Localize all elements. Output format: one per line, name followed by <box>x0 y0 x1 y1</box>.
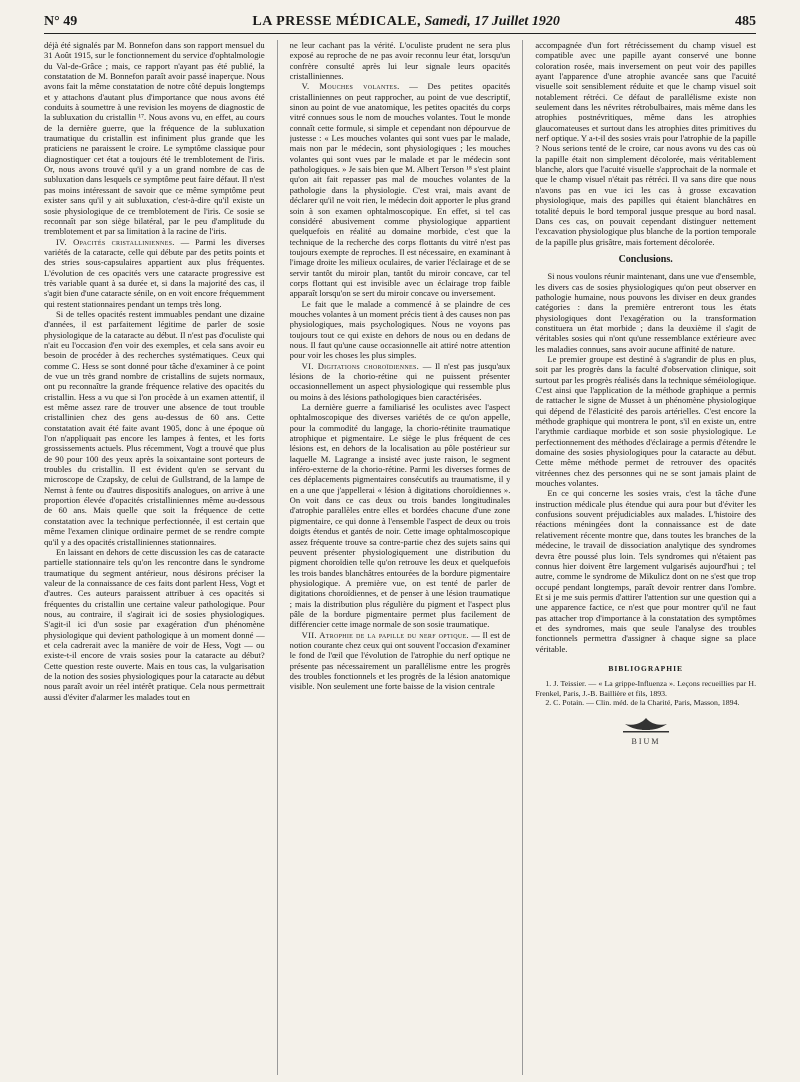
paragraph <box>290 81 511 298</box>
paragraph-text: — Il est de notion courante chez ceux qui ont souvent l'occasion d'examiner le fond de l'œil que l'évolution de l'atrophie du nerf optique ne présente pas nécessairement un parallélisme entre les progrès des troubles fonctionnels et les progrès de la lésion anatomique visible. Non seulement une forte baisse de la vision centrale <box>289 629 511 692</box>
tailpiece-text: BIUM <box>631 736 661 746</box>
issue-date: Samedi, 17 Juillet 1920 <box>424 14 560 29</box>
column-divider <box>277 40 278 1075</box>
column-3 <box>535 40 756 1075</box>
section-heading: VI. Digitations choroïdiennes. <box>301 360 420 371</box>
paragraph <box>44 237 265 309</box>
paragraph: accompagnée d'un fort rétrécissement du champ visuel est compatible avec une papille ayant conservé une bonne coloration rosée, mais inversement on peut voir des papilles ayant l'apparence d'une atrophie avancée sans que l'acuité visuelle soit sensiblement réduite et que le champ visuel soit notablement rétréci. Ce défaut de parallélisme existe non seulement dans les névrites rétrobulbaires, mais même dans les atrophies postnévritiques, même dans les atrophies glaucomateuses et surtout dans les atrophies dites primitives du nerf optique. Y a-t-il des sosies vrais pour l'atrophie de la papille ? Nous serions tenté de le croire, car nous avons vu des cas où la papille était non simplement décolorée, mais véritablement blanche, alors que l'acuité visuelle s'approchait de la normale et que le champ visuel n'était pas rétréci. Il va sans dire que nous n'avons pas en vue ici les cas à grosse excavation physiologique, mais des papilles qui étaient blanchâtres en totalité depuis le bord temporal jusque presque au bord nasal. Dans ces cas, on pouvait cependant distinguer nettement l'excavation physiologique plus blanche de la portion temporale de la papille plus grisâtre, mais fortement décolorée. <box>535 40 756 247</box>
section-heading: IV. Opacités cristalliniennes. <box>56 236 175 247</box>
paragraph: Si nous voulons réunir maintenant, dans une vue d'ensemble, les divers cas de sosies physiologiques qu'on peut observer en pathologie humaine, nous pouvons les diviser en deux grandes catégories : dans la première entreront tous les états physiologiques dont l'exagération ou la transformation constituera un état morbide ; dans la deuxième il s'agit de véritables sosies qui n'ont qu'une ressemblance extérieure avec les maladies connues, sans avoir aucune affinité de nature. <box>535 271 756 354</box>
paragraph: La dernière guerre a familiarisé les oculistes avec l'aspect ophtalmoscopique des diverses variétés de ce qu'on appelle, pour la commodité du langage, la chorio-rétinite traumatique atrophique et pigmentaire. Le siège le plus fréquent de ces lésions est, en dehors de la localisation au pôle postérieur sur laquelle M. Lagrange a insisté avec juste raison, le segment inféro-externe de la chorio-rétine. Parmi les diverses formes de ces déplacements pigmentaires consécutifs au traumatisme, il y en a une que j'appellerai « lésion à digitations choroïdiennes ». On voit dans ce cas deux ou trois bandes longitudinales d'atrophie parallèles entre elles et bordées chacune d'une zone pigmentaire, ce qui donne à l'ensemble l'aspect de deux ou trois doigts étendus et gantés de noir. Cette image ophtalmoscopique assez fréquente trouve sa contre-partie chez des sujets sains qui peuvent présenter physiologiquement une distribution du pigment choroïdien telle qu'on retrouve les deux et quelquefois les trois bandes blanchâtres entourées de la bordure pigmentaire physiologique. A première vue, on est tenté de parler de digitations choroïdiennes, et de penser à une lésion traumatique ; mais la distribution plus régulière du pigment et l'aspect plus pâle de la bordure pigmentaire permet plus facilement de différencier cette image normale de son sosie traumatique. <box>289 402 511 630</box>
paragraph <box>290 361 511 402</box>
paragraph-text: — Il n'est pas jusqu'aux lésions de la chorio-rétine qui ne puissent présenter occasionnellement un aspect physiologique qui ressemble plus ou moins à des lésions pathologiques bien caractérisées. <box>289 360 511 402</box>
section-heading: V. Mouches volantes. <box>301 81 400 92</box>
paragraph: Si de telles opacités restent immuables pendant une dizaine d'années, il est parfaitement légitime de parler de sosie physiologique de la cataracte au début. Il n'est pas d'oculiste qui n'ait eu l'occasion d'en voir des exemples, et cela sans avoir eu besoin de procéder à des recherches systématiques. Ceux qui comme C. Hess se sont donné pour tâche d'examiner à ce point de vue un très grand nombre de cristallins de sujets normaux, ont pu reconnaître la grande fréquence relative des opacités du cristallin. Hess a vu que si l'on procède à un examen attentif, il est même assez rare de trouver une absence de tout trouble cristallinien chez des gens au-dessus de 60 ans. Cette constatation avait été faite avant 1905, donc à une époque où l'on n'appliquait pas encore les lampes à fentes, et les forts grossissements actuels. Plus récemment, Vogt a trouvé que plus de 90 pour 100 des yeux après la soixantaine sont porteurs de troubles du cristallin. Il est évident qu'en se servant du microscope de Czapsky, de celui de Gullstrand, de la lampe de Nernst à fente ou d'autres dispositifs analogues, on arrive à une proportion élevée d'opacités cristalliniennes même au-dessous de 60 ans. Mais quelle que soit la fréquence de cette constatation avec la technique perfectionnée, il est certain que même l'examen clinique ordinaire permet de se rendre compte qu'il y a des opacités cristalliniennes stationnaires. <box>44 308 265 547</box>
paragraph-text: — Des petites opacités cristalliniennes on peut rapprocher, au point de vue descriptif, sinon au point de vue anatomique, les petites opacités du corps vitré connues sous le nom de mouches volantes. Tout le monde connaît cette formule, si simple et cependant non dépourvue de justesse : « Les mouches volantes qui sont vues par le malade, mais non par le médecin, sont physiologiques ; les mouches volantes qui sont vues par le malade et par le médecin sont pathologiques. » Je sais bien que M. Albert Terson ¹⁸ s'est plaint qu'on ait fait repasser pas mal de mouches volantes de la pathologie dans la physiologie. C'est vrai, mais avant de déclarer qu'il ne voit rien, le médecin doit apporter le plus grand soin à son examen ophtalmoscopique. En effet, si tel cas considéré abusivement comme physiologique appartient quelquefois en réalité au domaine morbide, c'est que la technique de la recherche des corps flottants du vitré n'est pas toujours exempte de reproches. Il est nécessaire, en examinant à l'image droite les milieux oculaires, de varier l'éclairage et de se servir tantôt du miroir plan, tantôt du miroir concave, car tel corps flottant qui est invisible avec un éclairage trop faible apparaît lorsqu'on se sert du miroir concave ou inversement. <box>289 81 511 299</box>
paragraph: Le premier groupe est destiné à s'agrandir de plus en plus, soit par les progrès dans la faculté d'observation clinique, soit surtout par les progrès réalisés dans la technique séméiologique. C'est ainsi que l'application de la méthode graphique a permis de rattacher le signe de Musset à un phénomène physiologique qui dépend de l'élasticité des parois artérielles. C'est encore la méthode graphique qui montrera le pont, s'il en existe un, entre l'arythmie cardiaque morbide et son sosie physiologique. Le perfectionnement des méthodes d'éclairage a permis d'étendre le domaine des sosies physiologiques pour la cataracte au début. Cette même méthode permet de retrouver des opacités vitréennes chez des personnes qui ne se sont jamais plaint de mouches volantes. <box>535 353 756 489</box>
column-1 <box>44 40 265 1075</box>
page-number: 485 <box>735 14 756 29</box>
bibliography-entry: 1. J. Teissier. — « La grippe-Influenza ». Leçons recueillies par H. Frenkel, Paris, J.-B. Baillière et fils, 1893. <box>535 679 756 698</box>
page-header <box>44 14 756 34</box>
paragraph: En laissant en dehors de cette discussion les cas de cataracte partielle stationnaire tels qu'on les rencontre dans le syndrome traumatique du segment antérieur, nous désirons préciser la valeur de la connaissance de ces faits dont parlent Hess, Vogt et d'autres. Ces auteurs paraissent attribuer à ces opacités si fréquentes du cristallin une certaine valeur pathologique. Pour nous, au contraire, il s'agirait ici de sosies physiologiques. S'agit-il ici d'un sosie par exagération d'un phénomène physiologique qui devient pathologique à un moment donné — et cela cadrerait avec la manière de voir de Hess, Vogt — ou existe-t-il encore de vrais sosies pour la cataracte au début? Cette question reste ouverte. Mais en tous cas, la vulgarisation de la notion des sosies physiologiques pour la cataracte au début nous paraît avoir un réel intérêt pratique. Cela nous permettrait aussi d'éviter d'alarmer les malades tout en <box>44 546 265 702</box>
column-2 <box>290 40 511 1075</box>
paragraph: En ce qui concerne les sosies vrais, c'est la tâche d'une instruction médicale plus étendue qui aura pour but d'éviter les confusions souvent préjudiciables aux malades. L'histoire des réactions méningées dont la connaissance est de date relativement récente montre que, dans toutes les branches de la médecine, le travail de dissociation analytique des syndromes devra être poussé plus loin. Tels syndromes qui n'étaient pas connus hier doivent être largement vulgarisés aujourd'hui ; tel autre, comme le syndrome de Mikulicz dont on ne s'est que trop occupé pendant longtemps, paraît devoir rentrer dans l'ombre. Et si je me suis permis d'attirer l'attention sur une question qui a une apparence factice, ce n'est que pour montrer qu'il ne faut pas attacher trop d'importance à la constatation des symptômes et des syndromes, mais que seule l'analyse des troubles fonctionnels permettra d'assigner à chaque signe sa place véritable. <box>535 488 756 654</box>
paragraph <box>290 630 511 692</box>
paragraph-text: — Parmi les diverses variétés de la cataracte, celle qui débute par des petits points et des stries sous-capsulaires appartient aux plus fréquentes. L'évolution de ces opacités vers une cataracte progressive est très variable quant à sa durée et, si dans la majorité des cas, il s'agit bien d'une cataracte sénile, on en voit encore fréquemment qui restent stationnaires pendant un temps très long. <box>44 236 265 309</box>
paragraph: déjà été signalés par M. Bonnefon dans son rapport mensuel du 31 Août 1915, sur le fonctionnement du service d'ophtalmologie du Val-de-Grâce ; mais, ce rapport n'ayant pas été publié, la constatation de M. Bonnefon paraît avoir passé inaperçue. Nous avons fait la même constatation de notre côté depuis longtemps et y attachons d'autant plus d'importance que nous avons été conduits à soumettre à une revision les moyens de diagnostic de la subluxation du cristallin ¹⁷. Nous avons vu, en effet, au cours de la dernière guerre, que la fréquence de la subluxation traumatique du cristallin est infiniment plus grande que les praticiens ne paraissent le croire. Le symptôme classique pour diagnostiquer cet état a toujours été le tremblotement de l'iris. Or, nous avons trouvé qu'il y a un grand nombre de cas de subluxation dans lesquels ce symptôme peut faire défaut. Il n'est pas moins intéressant de savoir que ce même symptôme peut exister sans qu'il y ait subluxation, c'est-à-dire qu'il existe un sosie physiologique de ce tremblotement de l'iris. Ce sosie se reconnaît par son siège bilatéral, par le peu d'amplitude du tremblotement et par sa limitation à la racine de l'iris. <box>44 40 265 237</box>
bibliography-entry: 2. C. Potain. — Clin. méd. de la Charité, Paris, Masson, 1894. <box>545 698 740 708</box>
conclusions-heading: Conclusions. <box>618 253 673 265</box>
paragraph: Le fait que le malade a commencé à se plaindre de ces mouches volantes à un moment précis tient à des causes non pas physiologiques, mais psychologiques. Nous ne voyons pas toujours tout ce qui existe en dehors de nous ou en dedans de nous. Il faut qu'une cause occasionnelle ait attiré notre attention pour voir les choses les plus simples. <box>289 298 511 361</box>
bibliography <box>535 679 756 708</box>
paragraph: ne leur cachant pas la vérité. L'oculiste prudent ne sera plus exposé au reproche de ne pas avoir reconnu leur état, lorsqu'un confrère consulté après lui leur signale leurs opacités cristalliniennes. <box>289 40 511 82</box>
issue-number: N° 49 <box>44 14 78 29</box>
bibliography-heading: BIBLIOGRAPHIE <box>608 663 684 673</box>
tailpiece-ornament-icon <box>611 714 681 748</box>
article-columns <box>44 40 756 1075</box>
section-heading: VII. Atrophie de la papille du nerf optique. <box>301 629 469 640</box>
journal-title: LA PRESSE MÉDICALE, <box>252 14 421 29</box>
column-divider <box>522 40 523 1075</box>
header-center <box>252 14 559 30</box>
